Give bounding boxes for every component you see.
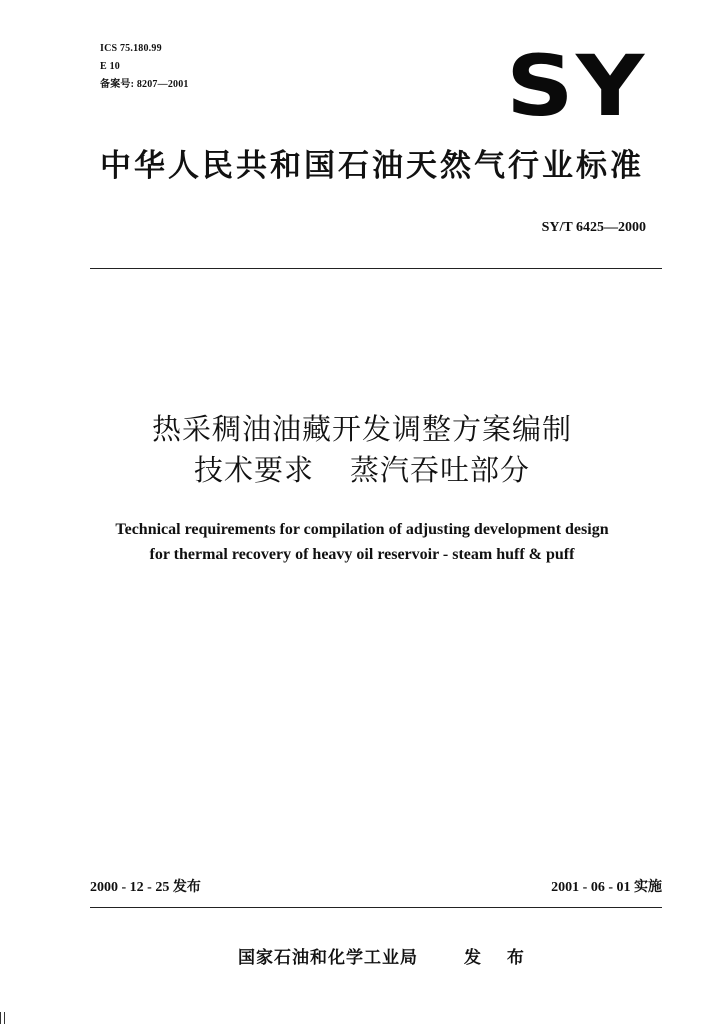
english-title-line-2: for thermal recovery of heavy oil reservoir - steam huff & puff <box>149 546 575 563</box>
effective-date: 2001 - 06 - 01 实施 <box>551 880 662 895</box>
ics-code: ICS 75.180.99 <box>100 43 162 54</box>
document-title-part-2: 蒸汽吞吐部分 <box>350 453 531 487</box>
document-title-line-1: 热采稠油油藏开发调整方案编制 <box>151 412 572 446</box>
footer-divider <box>90 907 662 908</box>
classification-code: E 10 <box>100 61 120 72</box>
header-divider <box>90 268 662 269</box>
scan-edge-mark <box>0 1012 5 1024</box>
document-title-part-1: 技术要求 <box>193 453 314 487</box>
publisher-name: 国家石油和化学工业局 <box>238 948 418 968</box>
document-metadata <box>100 40 189 94</box>
standard-number: SY/T 6425—2000 <box>541 220 646 235</box>
standard-category-title: 中华人民共和国石油天然气行业标准 <box>100 148 644 184</box>
english-title-line-1: Technical requirements for compilation of adjusting development design <box>115 521 609 538</box>
document-title-line-2 <box>60 449 664 491</box>
filing-number: 备案号: 8207—2001 <box>100 79 189 90</box>
sy-logo: SY <box>506 37 647 135</box>
publish-label: 发 布 <box>464 948 534 968</box>
issue-date: 2000 - 12 - 25 发布 <box>90 880 201 895</box>
